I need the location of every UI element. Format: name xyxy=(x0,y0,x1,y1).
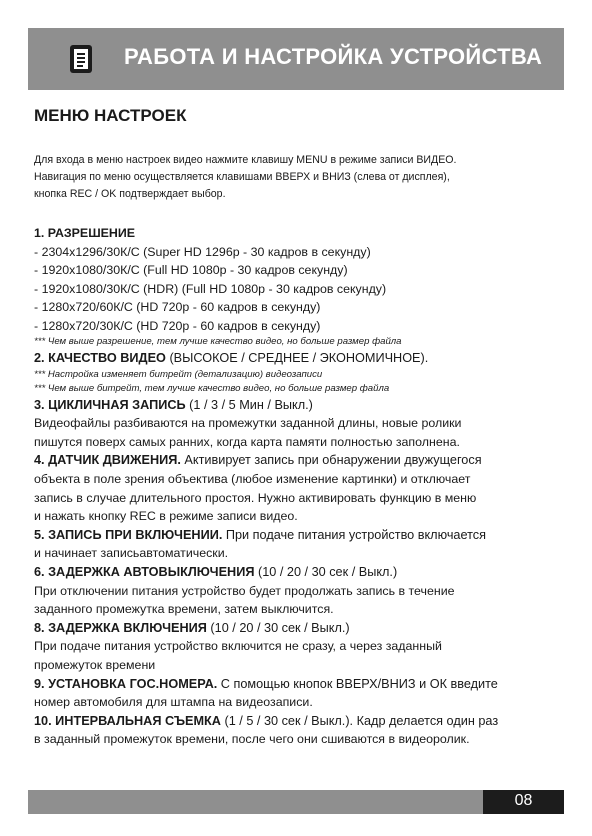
section-heading-motion: 4. ДАТЧИК ДВИЖЕНИЯ. xyxy=(34,453,181,468)
section-auto-off-delay xyxy=(34,563,566,582)
resolution-option: - 2304x1296/30К/С (Super HD 1296p - 30 кадров в секунду) xyxy=(34,244,371,259)
loop-options: (1 / 3 / 5 Мин / Выкл.) xyxy=(185,397,313,412)
section-text-line: запись в случае длительного простоя. Нужно активировать функцию в меню xyxy=(34,490,477,505)
auto-record-text: При подаче питания устройство включается xyxy=(222,527,487,542)
plate-text: С помощью кнопок ВВЕРХ/ВНИЗ и ОК введите xyxy=(217,676,498,691)
section-text-line: При подаче питания устройство включится не сразу, а через заданный xyxy=(34,639,442,654)
section-video-quality xyxy=(34,349,566,368)
document-icon xyxy=(70,45,92,73)
section-heading-loop: 3. ЦИКЛИЧНАЯ ЗАПИСЬ xyxy=(34,397,186,412)
power-on-options: (10 / 20 / 30 сек / Выкл.) xyxy=(206,620,350,635)
quality-note: *** Настройка изменяет битрейт (детализацию) видеозаписи xyxy=(34,368,323,380)
settings-list xyxy=(34,224,566,749)
resolution-note: *** Чем выше разрешение, тем лучше качество видео, но больше размер файла xyxy=(34,336,402,347)
section-motion-sensor xyxy=(34,451,566,470)
page-number: 08 xyxy=(514,792,533,809)
section-text-line: пишутся поверх самых ранних, когда карта памяти полностью заполнена. xyxy=(34,434,460,449)
section-header-bar xyxy=(28,28,564,90)
section-text-line: промежуток времени xyxy=(34,657,156,672)
motion-text: Активирует запись при обнаружении двужущегося xyxy=(180,453,482,468)
section-loop-recording xyxy=(34,396,566,415)
quality-note: *** Чем выше битрейт, тем лучше качество видео, но больше размер файла xyxy=(34,382,390,394)
quality-options: (ВЫСОКОЕ / СРЕДНЕЕ / ЭКОНОМИЧНОЕ). xyxy=(165,351,429,365)
intro-line: Навигация по меню осуществляется клавишами ВВЕРХ и ВНИЗ (слева от дисплея), xyxy=(34,171,450,183)
section-text-line: и начинает записьавтоматически. xyxy=(34,546,229,561)
section-heading-quality: 2. КАЧЕСТВО ВИДЕО xyxy=(34,351,166,365)
section-heading-auto-off: 6. ЗАДЕРЖКА АВТОВЫКЛЮЧЕНИЯ xyxy=(34,564,255,579)
section-text-line: в заданный промежуток времени, после чего они сшиваются в видеоролик. xyxy=(34,732,470,747)
section-heading-auto-record: 5. ЗАПИСЬ ПРИ ВКЛЮЧЕНИИ. xyxy=(34,527,223,542)
section-text-line: и нажать кнопку REC в режиме записи видео. xyxy=(34,509,298,524)
auto-off-options: (10 / 20 / 30 сек / Выкл.) xyxy=(254,564,398,579)
section-heading-plate: 9. УСТАНОВКА ГОС.НОМЕРА. xyxy=(34,676,218,691)
section-heading-resolution: 1. РАЗРЕШЕНИЕ xyxy=(34,226,136,240)
page-title: МЕНЮ НАСТРОЕК xyxy=(34,106,187,125)
intro-line: кнопка REC / OK подтверждает выбор. xyxy=(34,188,226,200)
resolution-option: - 1280x720/60К/С (HD 720p - 60 кадров в секунду) xyxy=(34,300,321,314)
section-text-line: При отключении питания устройство будет продолжать запись в течение xyxy=(34,583,455,598)
intro-line: Для входа в меню настроек видео нажмите клавишу MENU в режиме записи ВИДЕО. xyxy=(34,154,457,166)
intro-paragraph xyxy=(34,152,564,203)
section-license-plate xyxy=(34,675,566,694)
section-power-on-delay xyxy=(34,619,566,638)
page-number-box xyxy=(483,790,564,814)
section-heading-timelapse: 10. ИНТЕРВАЛЬНАЯ СЪЕМКА xyxy=(34,713,221,728)
section-timelapse xyxy=(34,712,566,731)
section-auto-record xyxy=(34,526,566,545)
section-text-line: Видеофайлы разбиваются на промежутки заданной длины, новые ролики xyxy=(34,416,462,431)
timelapse-text: (1 / 5 / 30 сек / Выкл.). Кадр делается один раз xyxy=(220,713,499,728)
resolution-option: - 1280x720/30К/С (HD 720p - 60 кадров в секунду) xyxy=(34,318,321,333)
section-text-line: объекта в поле зрения объектива (любое изменение картинки) и отключает xyxy=(34,471,471,486)
section-text-line: заданного промежутка времени, затем выключится. xyxy=(34,602,334,617)
header-title: РАБОТА И НАСТРОЙКА УСТРОЙСТВА xyxy=(124,44,543,69)
resolution-option: - 1920x1080/30К/С (HDR) (Full HD 1080p - 30 кадров секунду) xyxy=(34,281,387,296)
resolution-option: - 1920x1080/30К/С (Full HD 1080p - 30 кадров секунду) xyxy=(34,263,348,277)
section-text-line: номер автомобиля для штампа на видеозаписи. xyxy=(34,695,313,710)
section-heading-power-on: 8. ЗАДЕРЖКА ВКЛЮЧЕНИЯ xyxy=(34,620,207,635)
